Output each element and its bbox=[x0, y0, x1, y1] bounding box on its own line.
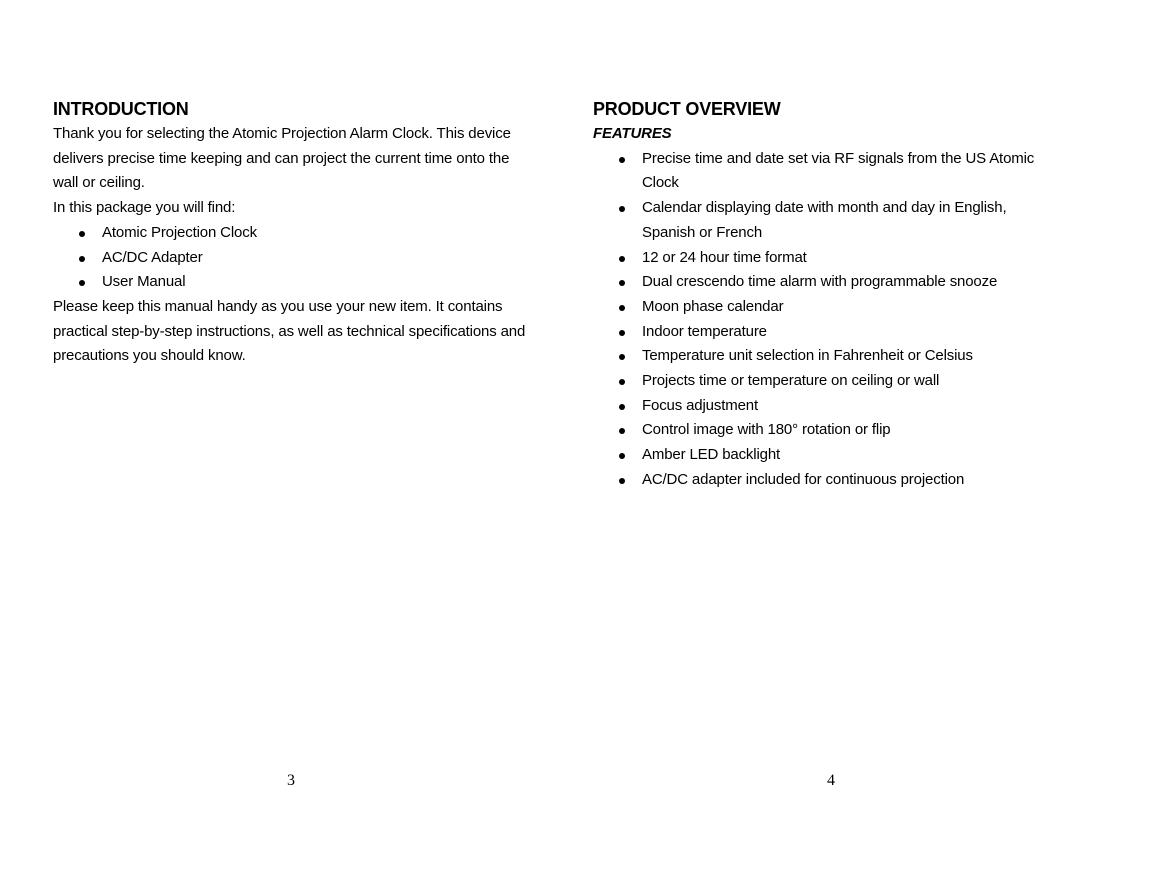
feature-label: Calendar displaying date with month and day in English, Spanish or French bbox=[642, 199, 1007, 241]
feature-label: AC/DC adapter included for continuous projection bbox=[642, 470, 965, 488]
page-number: 4 bbox=[827, 772, 835, 789]
left-page bbox=[53, 0, 533, 892]
product-overview-content bbox=[593, 122, 1063, 493]
package-intro: In this package you will find: bbox=[53, 199, 236, 217]
list-item bbox=[53, 221, 533, 246]
bullet-icon bbox=[619, 256, 625, 262]
page-number: 3 bbox=[287, 772, 295, 789]
bullet-icon bbox=[619, 280, 625, 286]
list-item bbox=[593, 344, 1063, 369]
list-item bbox=[593, 270, 1063, 295]
features-subheading: FEATURES bbox=[593, 125, 672, 142]
intro-paragraph: Thank you for selecting the Atomic Projection Alarm Clock. This device delivers precise time keeping and can project the current time onto the wall or ceiling. bbox=[53, 125, 511, 192]
list-item bbox=[53, 246, 533, 271]
feature-label: Projects time or temperature on ceiling or wall bbox=[642, 372, 940, 390]
bullet-icon bbox=[79, 256, 85, 262]
feature-label: Temperature unit selection in Fahrenheit or Celsius bbox=[642, 347, 973, 365]
bullet-icon bbox=[619, 330, 625, 336]
bullet-icon bbox=[619, 453, 625, 459]
package-item-label: AC/DC Adapter bbox=[102, 248, 203, 266]
bullet-icon bbox=[619, 478, 625, 484]
introduction-content bbox=[53, 122, 533, 369]
list-item bbox=[53, 270, 533, 295]
feature-label: Precise time and date set via RF signals from the US Atomic Clock bbox=[642, 149, 1035, 192]
feature-label: Focus adjustment bbox=[642, 396, 758, 414]
features-list bbox=[593, 147, 1063, 493]
package-contents-list bbox=[53, 221, 533, 295]
package-item-label: Atomic Projection Clock bbox=[102, 223, 257, 241]
closing-paragraph: Please keep this manual handy as you use your new item. It contains practical step-by-step instructions, as well as technical specifications and precautions you should know. bbox=[53, 297, 526, 365]
list-item bbox=[593, 295, 1063, 320]
bullet-icon bbox=[619, 354, 625, 360]
bullet-icon bbox=[619, 404, 625, 410]
package-item-label: User Manual bbox=[102, 273, 186, 291]
right-page bbox=[593, 0, 1063, 892]
bullet-icon bbox=[619, 428, 625, 434]
feature-label: Dual crescendo time alarm with programmable snooze bbox=[642, 273, 998, 291]
bullet-icon bbox=[79, 280, 85, 286]
bullet-icon bbox=[619, 305, 625, 311]
product-overview-heading: PRODUCT OVERVIEW bbox=[593, 99, 781, 119]
bullet-icon bbox=[619, 157, 625, 163]
feature-label: Moon phase calendar bbox=[642, 297, 784, 315]
list-item bbox=[593, 468, 1063, 493]
feature-label: 12 or 24 hour time format bbox=[642, 248, 807, 266]
feature-label: Control image with 180° rotation or flip bbox=[642, 421, 891, 439]
bullet-icon bbox=[79, 231, 85, 237]
feature-label: Indoor temperature bbox=[642, 322, 767, 340]
list-item bbox=[593, 147, 1063, 196]
feature-label: Amber LED backlight bbox=[642, 446, 781, 464]
list-item bbox=[593, 196, 1063, 245]
list-item bbox=[593, 443, 1063, 468]
list-item bbox=[593, 394, 1063, 419]
introduction-heading: INTRODUCTION bbox=[53, 99, 189, 119]
list-item bbox=[593, 418, 1063, 443]
list-item bbox=[593, 369, 1063, 394]
bullet-icon bbox=[619, 206, 625, 212]
bullet-icon bbox=[619, 379, 625, 385]
list-item bbox=[593, 320, 1063, 345]
list-item bbox=[593, 246, 1063, 271]
